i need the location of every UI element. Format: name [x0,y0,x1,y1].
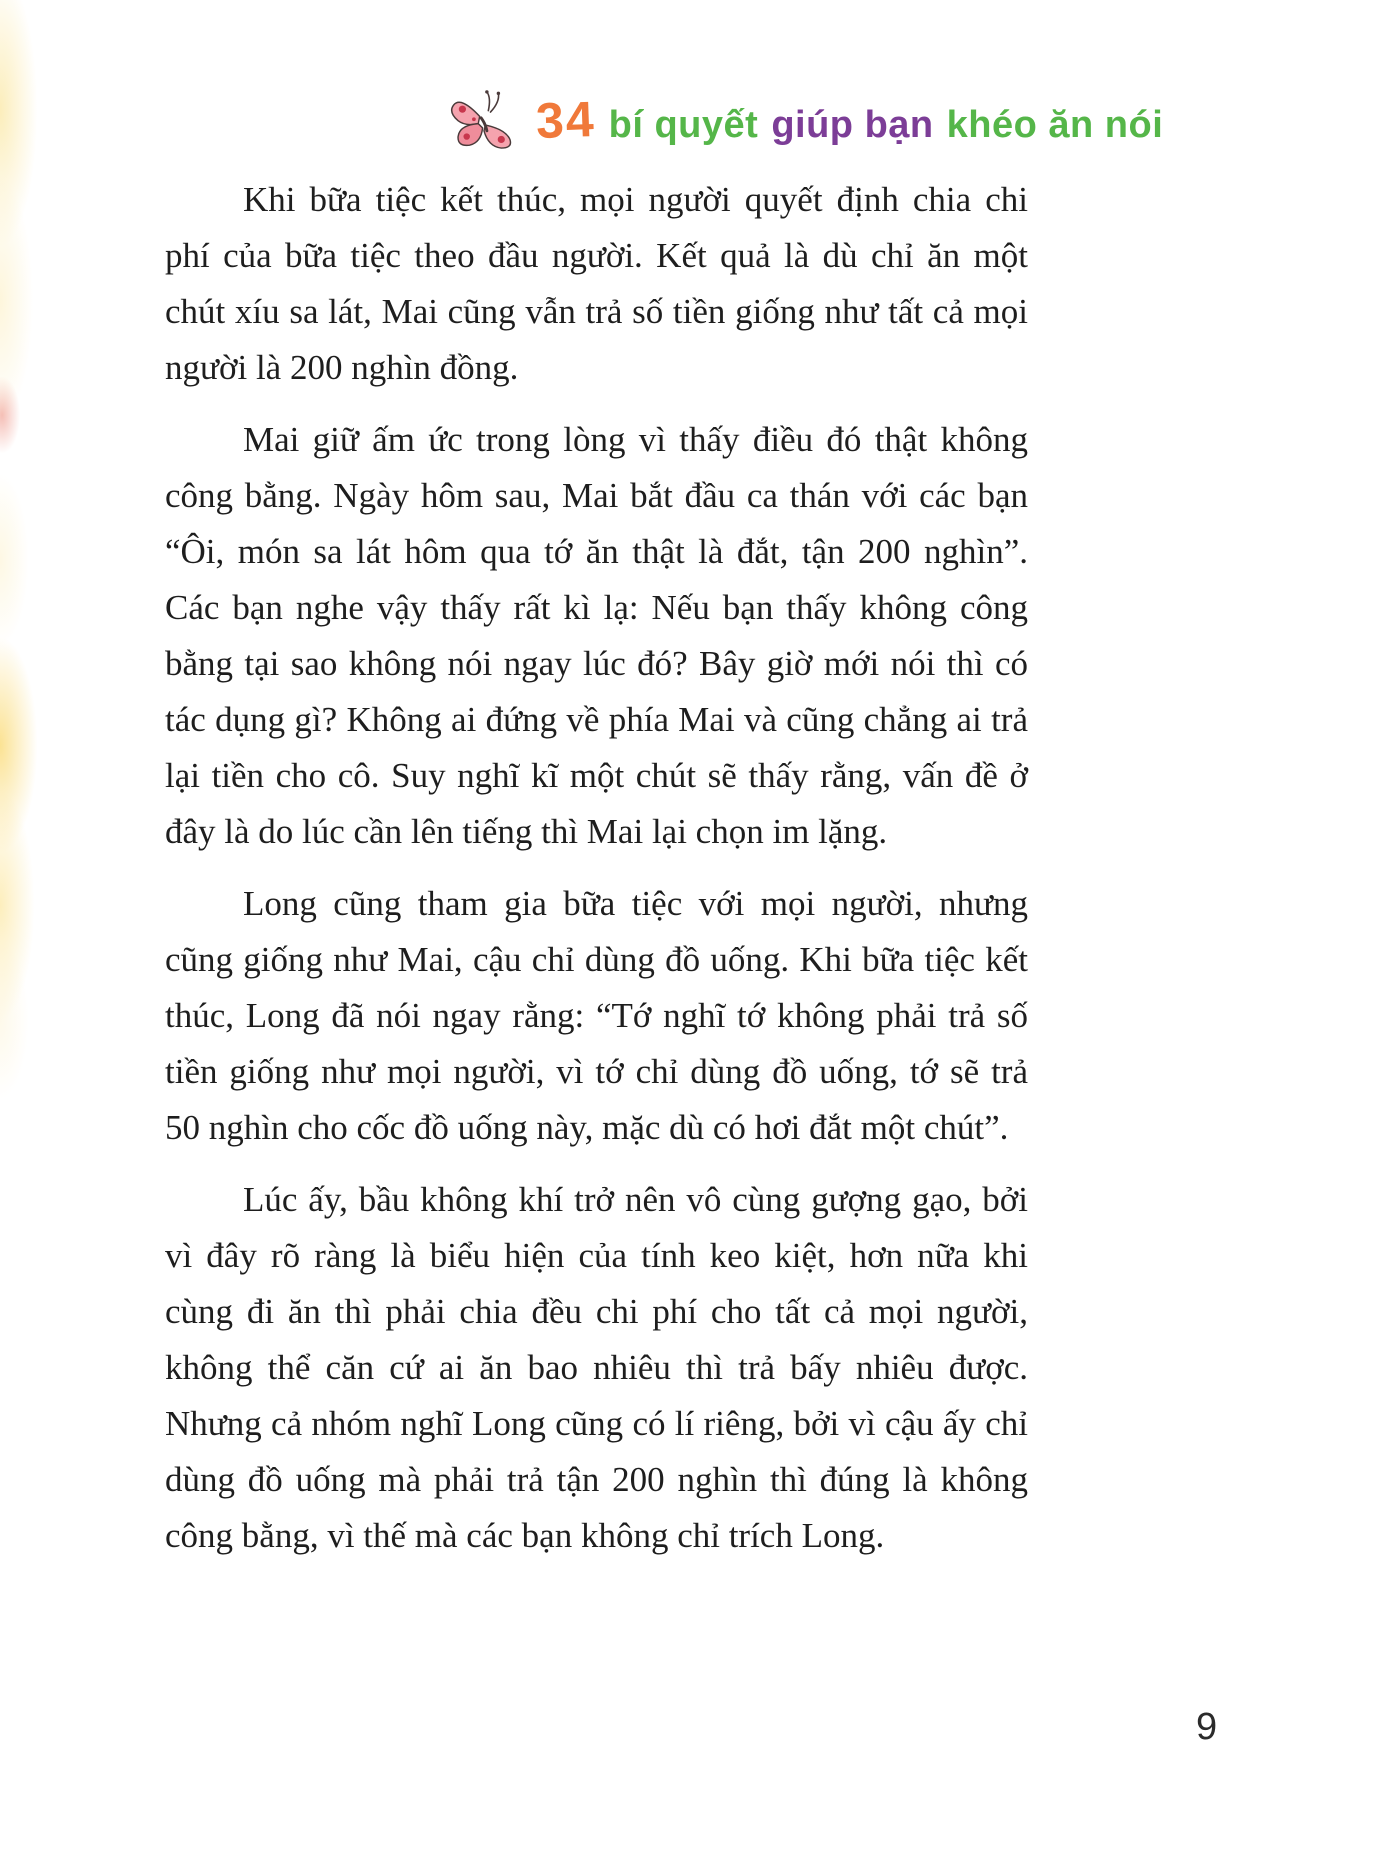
paragraph-2: Mai giữ ấm ức trong lòng vì thấy điều đó thật không công bằng. Ngày hôm sau, Mai bắt đầu ca thán với các bạn “Ôi, món sa lát hôm qua tớ ăn thật là đắt, tận 200 nghìn”. Các bạn nghe vậy thấy rất kì lạ: Nếu bạn thấy không công bằng tại sao không nói ngay lúc đó? Bây giờ mới nói thì có tác dụng gì? Không ai đứng về phía Mai và cũng chẳng ai trả lại tiền cho cô. Suy nghĩ kĩ một chút sẽ thấy rằng, vấn đề ở đây là do lúc cần lên tiếng thì Mai lại chọn im lặng. [165,420,1028,851]
title-number: 34 [535,90,597,150]
paragraph-1: Khi bữa tiệc kết thúc, mọi người quyết định chia chi phí của bữa tiệc theo đầu người. Kết quả là dù chỉ ăn một chút xíu sa lát, Mai cũng vẫn trả số tiền giống như tất cả mọi người là 200 nghìn đồng. [165,180,1028,387]
paragraph-3: Long cũng tham gia bữa tiệc với mọi người, nhưng cũng giống như Mai, cậu chỉ dùng đồ uống. Khi bữa tiệc kết thúc, Long đã nói ngay rằng: “Tớ nghĩ tớ không phải trả số tiền giống như mọi người, vì tớ chỉ dùng đồ uống, tớ sẽ trả 50 nghìn cho cốc đồ uống này, mặc dù có hơi đắt một chút”. [165,884,1028,1147]
book-title [536,91,1163,149]
title-part-bi-quyet: bí quyết [608,104,759,146]
watercolor-left-border [0,0,60,1859]
page-number: 9 [1196,1706,1218,1748]
title-part-giup-ban: giúp bạn [771,104,934,146]
page-header [448,86,1163,154]
title-part-kheo-an-noi: khéo ăn nói [946,104,1164,146]
paragraph-4: Lúc ấy, bầu không khí trở nên vô cùng gượng gạo, bởi vì đây rõ ràng là biểu hiện của tính keo kiệt, hơn nữa khi cùng đi ăn thì phải chia đều chi phí cho tất cả mọi người, không thể căn cứ ai ăn bao nhiêu thì trả bấy nhiêu được. Nhưng cả nhóm nghĩ Long cũng có lí riêng, bởi vì cậu ấy chỉ dùng đồ uống mà phải trả tận 200 nghìn thì đúng là không công bằng, vì thế mà các bạn không chỉ trích Long. [165,1180,1028,1555]
page-content [165,172,1028,1580]
butterfly-icon [448,86,520,154]
